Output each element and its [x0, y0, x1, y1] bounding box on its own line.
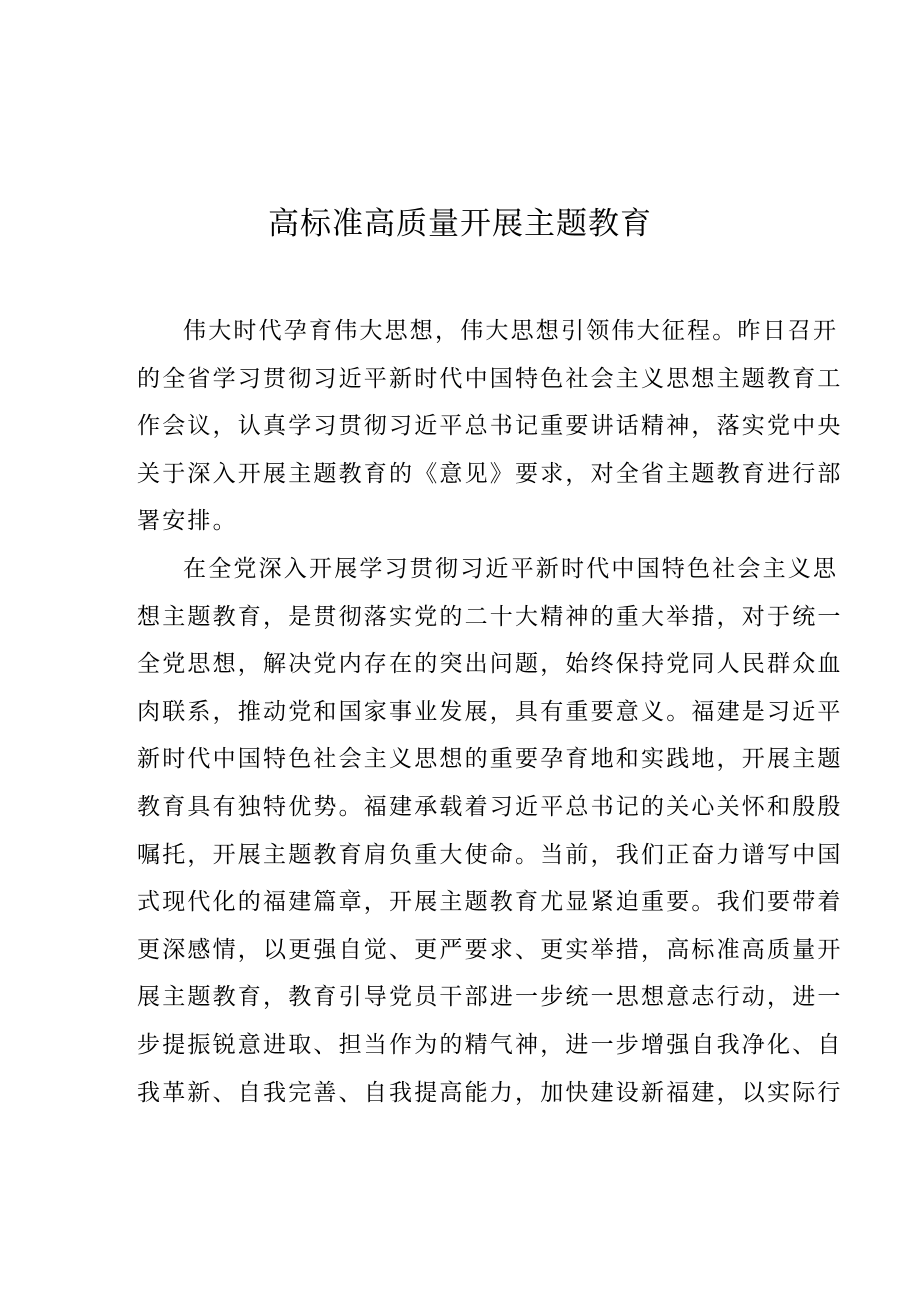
- text-line: 想主题教育，是贯彻落实党的二十大精神的重大举措，对于统一: [137, 603, 843, 630]
- text-line: 作会议，认真学习贯彻习近平总书记重要讲话精神，落实党中央: [137, 413, 843, 440]
- text-line: 在全党深入开展学习贯彻习近平新时代中国特色社会主义思: [183, 555, 839, 582]
- text-line: 展主题教育，教育引导党员干部进一步统一思想意志行动，进一: [137, 984, 843, 1011]
- text-line: 的全省学习贯彻习近平新时代中国特色社会主义思想主题教育工: [137, 365, 843, 392]
- text-line: 新时代中国特色社会主义思想的重要孕育地和实践地，开展主题: [137, 746, 843, 773]
- document-title: 高标准高质量开展主题教育: [268, 206, 652, 242]
- text-line: 署安排。: [137, 508, 238, 535]
- text-line: 肉联系，推动党和国家事业发展，具有重要意义。福建是习近平: [137, 698, 843, 725]
- text-line: 更深感情，以更强自觉、更严要求、更实举措，高标准高质量开: [137, 936, 843, 963]
- text-line: 步提振锐意进取、担当作为的精气神，进一步增强自我净化、自: [137, 1031, 843, 1058]
- text-line: 关于深入开展主题教育的《意见》要求，对全省主题教育进行部: [137, 460, 843, 487]
- text-line: 全党思想，解决党内存在的突出问题，始终保持党同人民群众血: [137, 651, 843, 678]
- text-line: 式现代化的福建篇章，开展主题教育尤显紧迫重要。我们要带着: [137, 889, 843, 916]
- document-body: [137, 308, 843, 1117]
- text-line: 我革新、自我完善、自我提高能力，加快建设新福建，以实际行: [137, 1079, 843, 1106]
- text-line: 伟大时代孕育伟大思想，伟大思想引领伟大征程。昨日召开: [183, 318, 839, 344]
- paragraph-1: [137, 308, 843, 546]
- text-line: 嘱托，开展主题教育肩负重大使命。当前，我们正奋力谱写中国: [137, 841, 843, 868]
- text-line: 教育具有独特优势。福建承载着习近平总书记的关心关怀和殷殷: [137, 793, 843, 820]
- paragraph-2: [137, 546, 843, 1117]
